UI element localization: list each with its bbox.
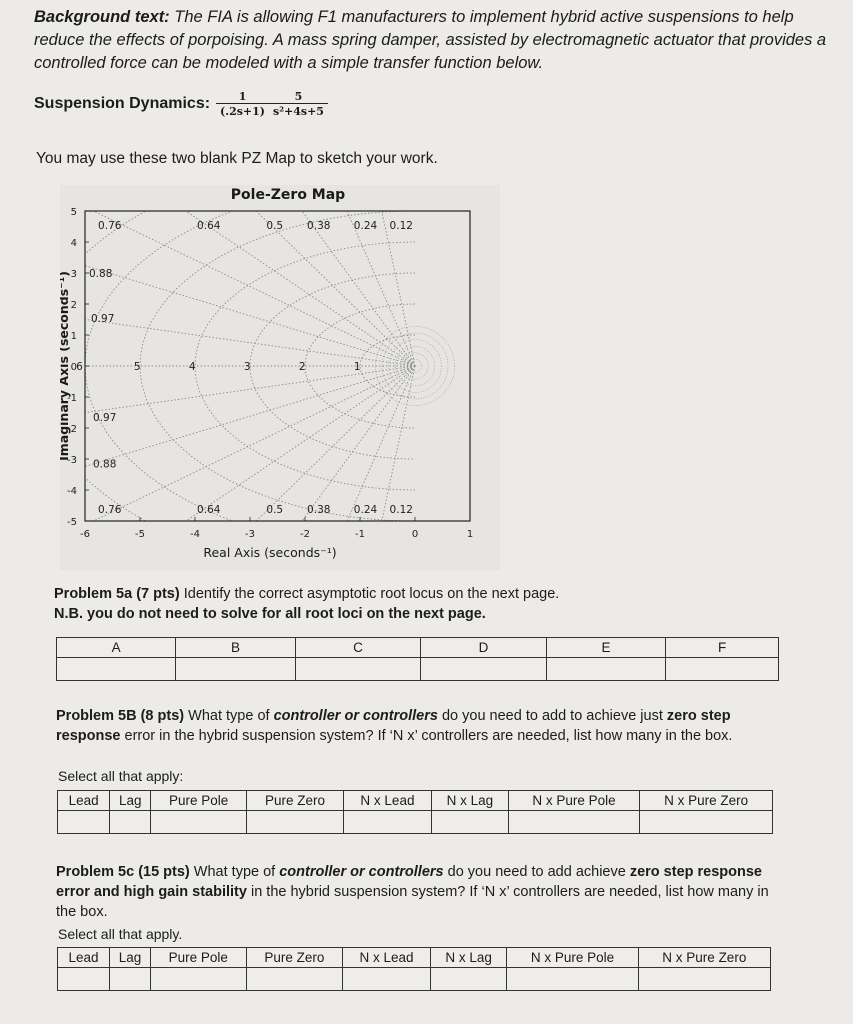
problem-5b-label: Problem 5B (8 pts): [56, 708, 185, 724]
x-tick-label: -6: [80, 529, 90, 540]
problem5b-option-n-x-pure-zero: N x Pure Zero: [640, 791, 773, 811]
problem-5b-text-2: do you need to add to achieve just: [437, 708, 667, 724]
pz-y-label: Imaginary Axis (seconds⁻¹): [60, 271, 71, 461]
pz-damping-labels: [76, 220, 413, 516]
suspension-dynamics: [34, 90, 328, 118]
y-tick-label: 2: [70, 300, 77, 311]
x-tick-label: -3: [245, 529, 255, 540]
damping-label: 0.12: [389, 220, 413, 232]
problem-5c-text-1: What type of: [189, 864, 280, 880]
frequency-label: 2: [298, 361, 306, 373]
damping-ray: [60, 366, 415, 513]
damping-label: 0.97: [93, 412, 117, 425]
frequency-label: 3: [243, 361, 251, 373]
background-paragraph: [34, 6, 834, 75]
y-tick-label: -3: [67, 455, 77, 466]
problem5c-option-n-x-lead: N x Lead: [343, 948, 431, 968]
suspension-label: Suspension Dynamics:: [34, 95, 211, 112]
option-f-header: F: [666, 638, 779, 658]
pz-x-label: Real Axis (seconds⁻¹): [203, 545, 337, 560]
option-e-cell[interactable]: [546, 658, 665, 681]
problem5c-answer-n-x-pure-pole[interactable]: [507, 968, 638, 991]
damping-ray: [60, 291, 415, 366]
problem5b-answer-n-x-pure-zero[interactable]: [640, 811, 773, 834]
damping-label: 0.24: [353, 220, 378, 232]
problem5b-option-n-x-lag: N x Lag: [431, 791, 508, 811]
y-tick-label: -5: [67, 517, 77, 528]
problem-5c-emph-2: zero step response error and high gain stability: [56, 864, 763, 900]
damping-label: 0.5: [266, 220, 284, 232]
problem-5b-answer-table: [57, 790, 773, 834]
option-b-header: B: [176, 638, 295, 658]
problem-5b-emph-1: controller or controllers: [273, 708, 438, 724]
problem5c-answer-n-x-lag[interactable]: [430, 968, 507, 991]
damping-ray: [60, 185, 415, 366]
damping-label: 0.24: [353, 504, 378, 516]
problem-5b-text-1: What type of: [184, 708, 274, 724]
x-tick-label: -1: [355, 529, 365, 540]
damping-label: 0.5: [266, 504, 284, 516]
fraction-2-denominator: s²+4s+5: [269, 103, 328, 118]
option-d-cell[interactable]: [421, 658, 547, 681]
problem5b-option-lag: Lag: [110, 791, 151, 811]
problem5c-option-pure-zero: Pure Zero: [246, 948, 343, 968]
problem5b-answer-n-x-lead[interactable]: [343, 811, 431, 834]
damping-label: 0.76: [98, 504, 122, 516]
problem-5b: [56, 706, 776, 746]
damping-ray: [60, 219, 415, 366]
problem5b-answer-lead[interactable]: [58, 811, 110, 834]
option-c-header: C: [295, 638, 421, 658]
frequency-circle: [360, 335, 415, 397]
frequency-label: 4: [188, 361, 196, 373]
y-tick-label: 1: [70, 331, 77, 342]
problem5c-answer-pure-zero[interactable]: [246, 968, 343, 991]
frequency-label: 1: [353, 361, 361, 373]
problem-5b-text-3: error in the hybrid suspension system? If ‘N x’ controllers are needed, list how many in the box.: [120, 728, 733, 744]
y-tick-label: 3: [70, 269, 77, 280]
background-text: The FIA is allowing F1 manufacturers to implement hybrid active suspensions to help reduce the effects of porpoising. A mass spring damper, assisted by electromagnetic actuator that provides a controlled force can be modeled with a simple transfer function below.: [34, 8, 827, 72]
fraction-2: [269, 90, 328, 118]
problem5c-option-pure-pole: Pure Pole: [150, 948, 246, 968]
x-tick-label: 1: [466, 529, 474, 540]
problem5c-option-n-x-pure-zero: N x Pure Zero: [638, 948, 770, 968]
problem-5c-text-3: in the hybrid suspension system? If ‘N x’ controllers are needed, list how many in the box.: [56, 884, 769, 920]
frequency-label: 5: [133, 361, 141, 373]
problem5c-option-lead: Lead: [58, 948, 110, 968]
problem-5a-text: Identify the correct asymptotic root locus on the next page.: [179, 586, 560, 602]
x-tick-label: 0: [411, 529, 419, 540]
problem-5c: [56, 862, 776, 922]
x-tick-label: -5: [135, 529, 145, 540]
problem5b-answer-pure-zero[interactable]: [247, 811, 344, 834]
option-a-header: A: [57, 638, 176, 658]
option-a-cell[interactable]: [57, 658, 176, 681]
option-f-cell[interactable]: [666, 658, 779, 681]
problem5b-option-n-x-pure-pole: N x Pure Pole: [508, 791, 640, 811]
transfer-function: [210, 90, 328, 118]
problem-5b-emph-2: zero step response: [56, 708, 731, 744]
problem5b-option-pure-zero: Pure Zero: [247, 791, 344, 811]
pz-map-chart: [60, 185, 500, 570]
damping-label: 0.97: [91, 312, 115, 325]
pz-map-panel: [60, 185, 500, 570]
option-d-header: D: [421, 638, 547, 658]
y-tick-label: -4: [67, 486, 77, 497]
fraction-2-numerator: 5: [294, 90, 303, 103]
problem5c-answer-n-x-lead[interactable]: [343, 968, 431, 991]
pz-title: Pole-Zero Map: [230, 187, 346, 203]
problem5b-option-pure-pole: Pure Pole: [151, 791, 247, 811]
problem5c-answer-n-x-pure-zero[interactable]: [638, 968, 770, 991]
y-tick-label: 0: [70, 362, 77, 373]
frequency-label: 6: [76, 361, 83, 373]
problem-5a: [54, 584, 794, 624]
problem-5b-select-note: Select all that apply:: [58, 768, 184, 784]
option-b-cell[interactable]: [176, 658, 295, 681]
damping-label: 0.64: [197, 504, 221, 516]
problem5b-answer-pure-pole[interactable]: [151, 811, 247, 834]
damping-label: 0.64: [197, 220, 221, 232]
y-tick-label: -1: [67, 393, 77, 404]
damping-ray: [60, 366, 415, 441]
problem5c-option-n-x-pure-pole: N x Pure Pole: [507, 948, 638, 968]
fraction-1-denominator: (.2s+1): [216, 103, 269, 118]
problem-5a-note: N.B. you do not need to solve for all root loci on the next page.: [54, 606, 486, 622]
problem5b-answer-lag[interactable]: [110, 811, 151, 834]
problem-5c-select-note: Select all that apply.: [58, 926, 183, 942]
x-tick-label: -2: [300, 529, 310, 540]
problem-5c-text-2: do you need to add achieve: [443, 864, 630, 880]
damping-ray: [349, 185, 415, 366]
y-tick-label: 5: [70, 207, 77, 218]
option-e-header: E: [546, 638, 665, 658]
problem5b-answer-n-x-pure-pole[interactable]: [508, 811, 640, 834]
problem5c-option-n-x-lag: N x Lag: [430, 948, 507, 968]
problem5c-option-lag: Lag: [110, 948, 151, 968]
damping-ray: [140, 366, 415, 570]
damping-ray: [206, 366, 415, 570]
y-tick-label: 4: [70, 238, 77, 249]
y-tick-label: -2: [67, 424, 77, 435]
background-label: Background text:: [34, 8, 170, 26]
damping-label: 0.38: [307, 504, 331, 516]
damping-ray: [140, 185, 415, 366]
damping-label: 0.76: [98, 220, 122, 232]
problem-5a-label: Problem 5a (7 pts): [54, 586, 180, 602]
fraction-1: [216, 90, 269, 118]
problem5c-answer-lag[interactable]: [110, 968, 151, 991]
damping-label: 0.12: [389, 504, 413, 516]
damping-label: 0.88: [93, 458, 117, 471]
fraction-1-numerator: 1: [238, 90, 247, 103]
problem-5c-emph-1: controller or controllers: [279, 864, 444, 880]
damping-label: 0.88: [89, 268, 113, 280]
damping-label: 0.38: [307, 220, 331, 232]
damping-ray: [206, 185, 415, 366]
problem5b-option-n-x-lead: N x Lead: [343, 791, 431, 811]
problem-5a-answer-table: [56, 637, 779, 681]
problem-5c-label: Problem 5c (15 pts): [56, 864, 190, 880]
problem5b-answer-n-x-lag[interactable]: [431, 811, 508, 834]
x-tick-label: -4: [190, 529, 200, 540]
problem5c-answer-lead[interactable]: [58, 968, 110, 991]
problem5c-answer-pure-pole[interactable]: [150, 968, 246, 991]
sketch-note: You may use these two blank PZ Map to sketch your work.: [36, 150, 438, 167]
option-c-cell[interactable]: [295, 658, 421, 681]
problem-5c-answer-table: [57, 947, 771, 991]
damping-ray: [63, 185, 415, 366]
problem5b-option-lead: Lead: [58, 791, 110, 811]
